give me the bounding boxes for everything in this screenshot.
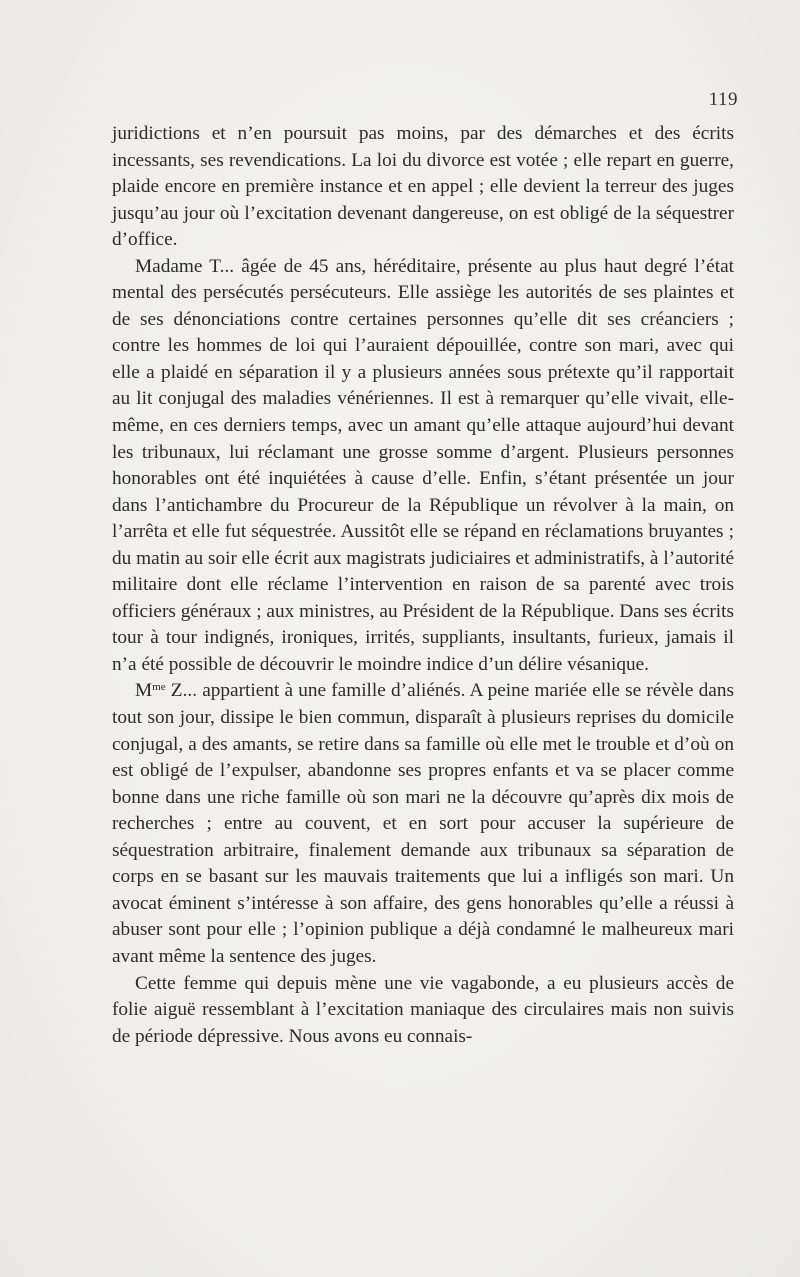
paragraph-3-prefix-sup: me: [152, 681, 166, 694]
paragraph-1: juridictions et n’en poursuit pas moins, par des démarches et des écrits incessants, ses revendications. La loi du divorce est votée ; elle repart en guerre, plaide encore en première instance et en appel ; elle devient la terreur des juges jusqu’au jour où l’excitation devenant dangereuse, on est obligé de la séquestrer d’office.: [112, 123, 734, 251]
paragraph-4: Cette femme qui depuis mène une vie vagabonde, a eu plusieurs accès de folie aiguë ressemblant à l’excitation maniaque des circulaires mais non suivis de période dépressive. Nous avons eu connais-: [112, 972, 734, 1047]
paragraph-2: Madame T... âgée de 45 ans, héréditaire, présente au plus haut degré l’état mental des persécutés persécuteurs. Elle assiège les autorités de ses plaintes et de ses dénonciations contre certaines personnes qu’elle dit ses créanciers ; contre les hommes de loi qui l’auraient dépouillée, contre son mari, avec qui elle a plaidé en séparation il y a plusieurs années sous prétexte qu’il rapportait au lit conjugal des maladies vénériennes. Il est à remarquer qu’elle vivait, elle-même, en ces derniers temps, avec un amant qu’elle attaque aujourd’hui devant les tribunaux, lui réclamant une grosse somme d’argent. Plusieurs personnes honorables ont été inquiétées à cause d’elle. Enfin, s’étant présentée un jour dans l’antichambre du Procureur de la République un révolver à la main, on l’arrêta et elle fut séquestrée. Aussitôt elle se répand en réclamations bruyantes ; du matin au soir elle écrit aux magistrats judiciaires et administratifs, à l’autorité militaire dont elle réclame l’intervention en raison de sa parenté avec trois officiers généraux ; aux ministres, au Président de la République. Dans ses écrits tour à tour indignés, ironiques, irrités, suppliants, insultants, furieux, jamais il n’a été possible de découvrir le moindre indice d’un délire vésanique.: [112, 255, 734, 675]
paragraph-3-text: Z... appartient à une famille d’aliénés. A peine mariée elle se révèle dans tout son jour, dissipe le bien commun, disparaît à plusieurs reprises du domicile conjugal, a des amants, se retire dans sa famille où elle met le trouble et d’où on est obligé de l’expulser, abandonne ses propres enfants et va se placer comme bonne dans une riche famille où son mari ne la découvre qu’après dix mois de recherches ; entre au couvent, et en sort pour accuser la supérieure de séquestration arbitraire, finalement demande aux tribunaux sa séparation de corps en se basant sur les mauvais traitements que lui a infligés son mari. Un avocat éminent s’intéresse à son affaire, des gens honorables qu’elle a réussi à abuser sont pour elle ; l’opinion publique a déjà condamné le malheureux mari avant même la sentence des juges.: [112, 680, 734, 967]
body-text: [112, 121, 734, 1050]
page-number: 119: [708, 89, 738, 110]
paragraph-3: [112, 678, 734, 970]
paragraph-3-prefix: M: [135, 680, 153, 702]
